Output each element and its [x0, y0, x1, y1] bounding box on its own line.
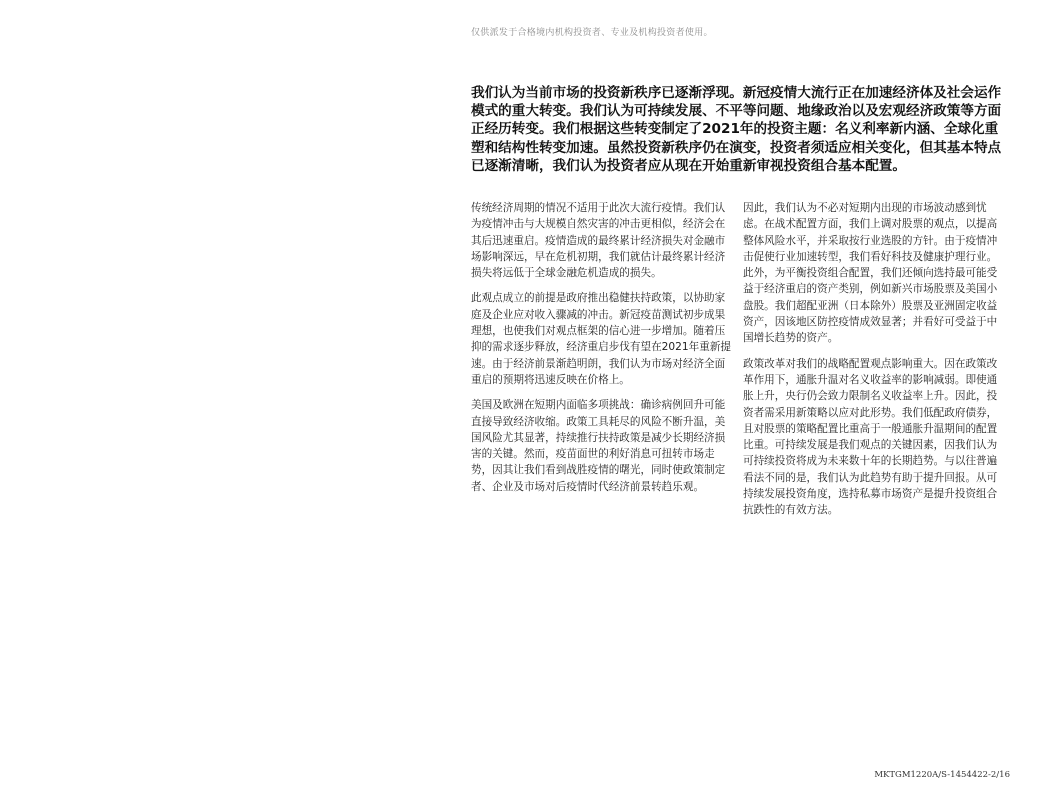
body-paragraph: 因此，我们认为不必对短期内出现的市场波动感到忧虑。在战术配置方面，我们上调对股票的观点，以提高整体风险水平，并采取按行业选股的方针。由于疫情冲击促使行业加速转型，我们看好科技及健康护理行业。此外，为平衡投资组合配置，我们还倾向选持最可能受益于经济重启的资产类别，例如新兴市场股票及美国小盘股。我们超配亚洲（日本除外）股票及亚洲固定收益资产，因该地区防控疫情成效显著；并看好可受益于中国增长趋势的资产。 [743, 202, 998, 345]
body-paragraph: 传统经济周期的情况不适用于此次大流行疫情。我们认为疫情冲击与大规模自然灾害的冲击更相似，经济会在其后迅速重启。疫情造成的最终累计经济损失对金融市场影响深远，早在危机初期，我们就估计最终累计经济损失将远低于全球金融危机造成的损失。 [471, 202, 726, 280]
body-paragraph: 美国及欧洲在短期内面临多项挑战：确诊病例回升可能直接导致经济收缩。政策工具耗尽的风险不断升温，美国风险尤其显著，持续推行扶持政策是减少长期经济损害的关键。然而，疫苗面世的利好消息可扭转市场走势，因其让我们看到战胜疫情的曙光，同时使政策制定者、企业及市场对后疫情时代经济前景转趋乐观。 [471, 399, 726, 493]
intro-summary: 我们认为当前市场的投资新秩序已逐渐浮现。新冠疫情大流行正在加速经济体及社会运作模式的重大转变。我们认为可持续发展、不平等问题、地缘政治以及宏观经济政策等方面正经历转变。我们根据这些转变制定了2021年的投资主题：名义利率新内涵、全球化重塑和结构性转变加速。虽然投资新秩序仍在演变，投资者须适应相关变化，但其基本特点已逐渐清晰，我们认为投资者应从现在开始重新审视投资组合基本配置。 [471, 85, 1002, 174]
body-paragraph: 政策改革对我们的战略配置观点影响重大。因在政策改革作用下，通胀升温对名义收益率的影响减弱。即使通胀上升，央行仍会致力限制名义收益率上升。因此，投资者需采用新策略以应对此形势。我们低配政府债券，且对股票的策略配置比重高于一般通胀升温期间的配置比重。可持续发展是我们观点的关键因素，因我们认为可持续投资将成为未来数十年的长期趋势。与以往普遍看法不同的是，我们认为此趋势有助于提升回报。从可持续发展投资角度，选持私募市场资产是提升投资组合抗跌性的有效方法。 [743, 357, 998, 517]
document-code: MKTGM1220A/S-1454422-2/16 [874, 770, 1010, 780]
body-column-right [743, 200, 1005, 528]
distribution-disclaimer: 仅供派发于合格境内机构投资者、专业及机构投资者使用。 [471, 28, 713, 38]
body-paragraph: 此观点成立的前提是政府推出稳健扶持政策，以协助家庭及企业应对收入骤减的冲击。新冠疫苗测试初步成果理想，也使我们对观点框架的信心进一步增加。随着压抑的需求逐步释放，经济重启步伐有望在2021年重新提速。由于经济前景渐趋明朗，我们认为市场对经济全面重启的预期将迅速反映在价格上。 [471, 292, 732, 386]
body-column-left [471, 200, 733, 504]
